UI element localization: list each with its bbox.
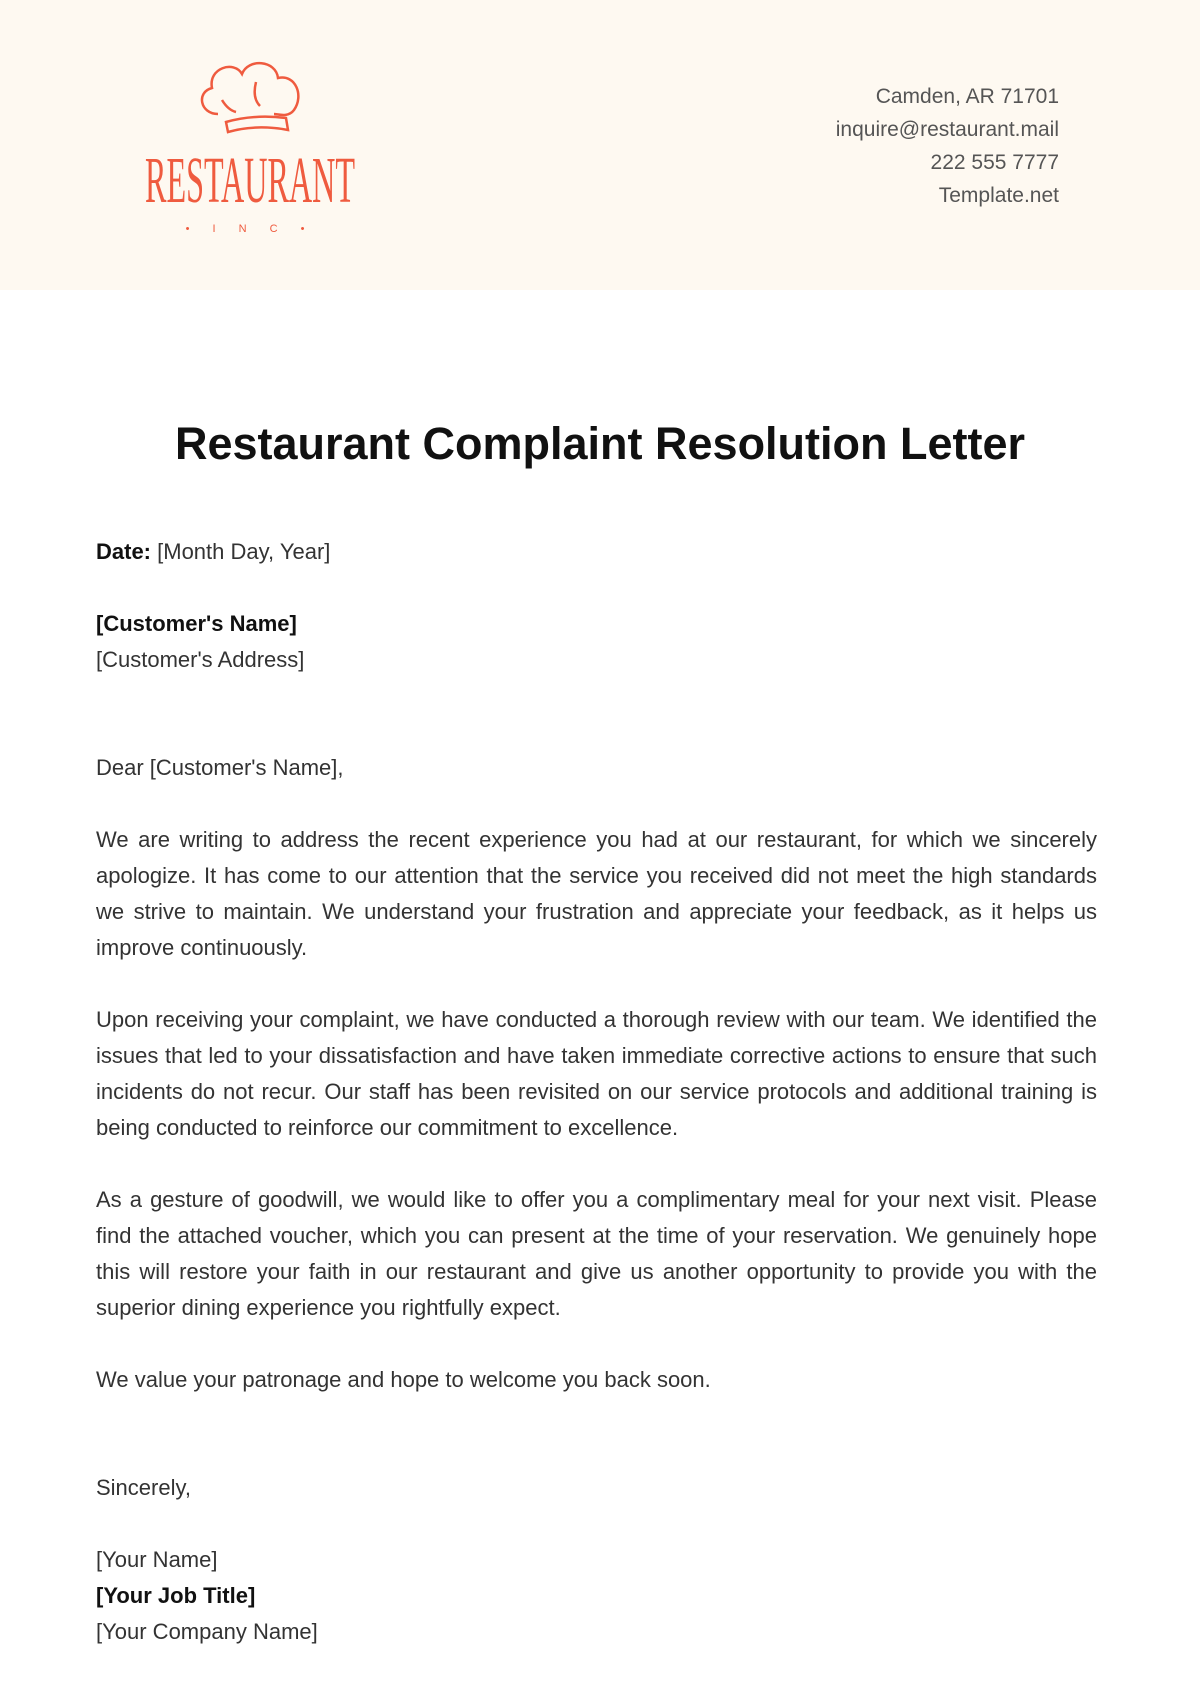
- page-title: Restaurant Complaint Resolution Letter: [174, 418, 1026, 469]
- letterhead: [0, 0, 1200, 290]
- chef-hat-icon: [202, 63, 298, 132]
- contact-website: Template.net: [938, 184, 1059, 207]
- restaurant-logo: [138, 52, 363, 242]
- letter-body: [96, 534, 1097, 1650]
- signer-company: [Your Company Name]: [96, 1619, 318, 1644]
- contact-email: inquire@restaurant.mail: [835, 118, 1059, 141]
- customer-name: [Customer's Name]: [96, 611, 297, 636]
- customer-address: [Customer's Address]: [96, 647, 305, 672]
- signer-title: [Your Job Title]: [96, 1583, 256, 1608]
- paragraph: As a gesture of goodwill, we would like to offer you a complimentary meal for your next visit. Please find the attached voucher, which you can present at the time of your reservation. We genuinely hope this will restore your faith in our restaurant and give us another opportunity to provide you with the superior dining experience you rightfully expect.: [96, 1187, 1097, 1320]
- contact-phone: 222 555 7777: [930, 151, 1059, 174]
- contact-address: Camden, AR 71701: [875, 85, 1059, 108]
- logo-wordmark: RESTAURANT: [145, 144, 355, 217]
- closing: Sincerely,: [96, 1475, 191, 1500]
- paragraph: Upon receiving your complaint, we have conducted a thorough review with our team. We identified the issues that led to your dissatisfaction and have taken immediate corrective actions to ensure that such incidents do not recur. Our staff has been revisited on our service protocols and additional training is being conducted to reinforce our commitment to excellence.: [96, 1007, 1097, 1140]
- date-value: [Month Day, Year]: [151, 539, 331, 564]
- date-line: [96, 534, 1097, 570]
- paragraph: We value your patronage and hope to welcome you back soon.: [96, 1367, 711, 1392]
- contact-info: [836, 80, 1059, 212]
- svg-text:• I N C •: • I N C •: [185, 223, 315, 235]
- salutation: Dear [Customer's Name],: [96, 755, 344, 780]
- date-label: Date:: [96, 539, 152, 564]
- paragraph: We are writing to address the recent experience you had at our restaurant, for which we sincerely apologize. It has come to our attention that the service you received did not meet the high standards we strive to maintain. We understand your frustration and appreciate your feedback, as it helps us improve continuously.: [96, 827, 1097, 960]
- signer-name: [Your Name]: [96, 1547, 218, 1572]
